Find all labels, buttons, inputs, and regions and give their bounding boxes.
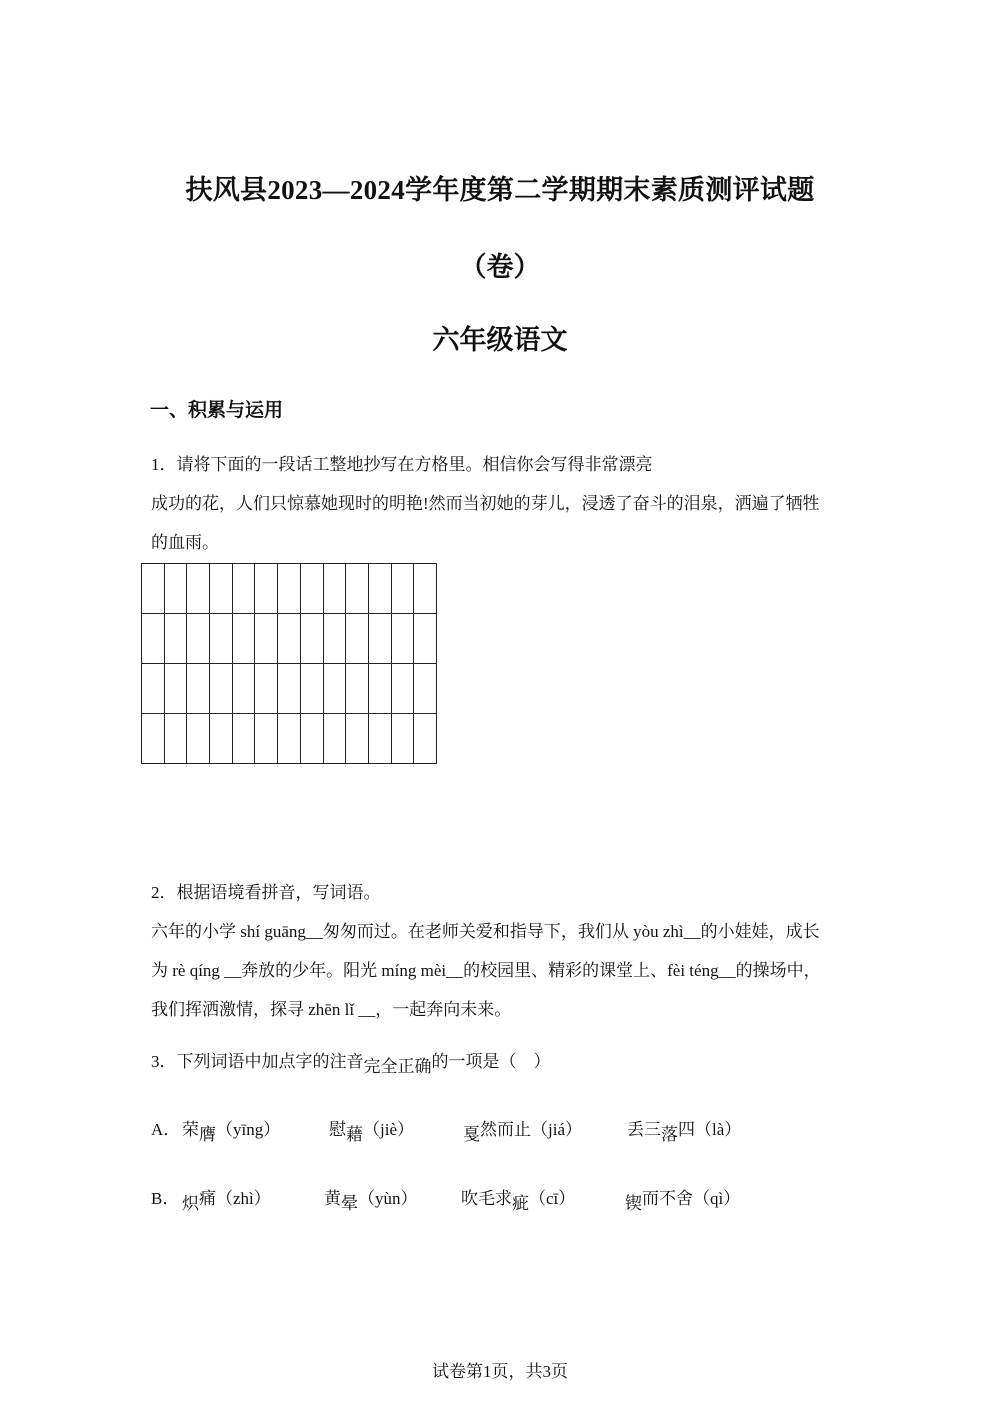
dotted-char: 膺 [199, 1125, 216, 1144]
grid-cell[interactable] [392, 664, 415, 714]
exam-title: 扶风县2023—2024学年度第二学期期末素质测评试题 [185, 175, 815, 205]
pinyin: （là） [695, 1120, 742, 1139]
q3-option-a-label[interactable]: A． [151, 1120, 181, 1139]
grid-cell[interactable] [210, 664, 233, 714]
grid-cell[interactable] [392, 564, 415, 614]
q3-option-a-item-3 [463, 1115, 582, 1144]
pinyin: （cī） [529, 1189, 576, 1208]
grid-cell[interactable] [165, 714, 188, 764]
grid-cell[interactable] [414, 714, 437, 764]
pinyin: （qì） [693, 1189, 741, 1208]
grid-cell[interactable] [210, 714, 233, 764]
dotted-char: 疵 [512, 1194, 529, 1213]
q2-prompt: 2．根据语境看拼音，写词语。 [151, 883, 381, 902]
grid-cell[interactable] [414, 614, 437, 664]
grid-cell[interactable] [142, 614, 165, 664]
grid-cell[interactable] [278, 714, 301, 764]
section-heading: 一、积累与运用 [150, 399, 284, 421]
dotted-char: 晕 [341, 1194, 358, 1213]
dotted-char: 炽 [182, 1194, 199, 1213]
writing-grid[interactable] [141, 563, 437, 764]
grid-cell[interactable] [187, 614, 210, 664]
q1-text-line2: 的血雨。 [151, 533, 219, 552]
exam-subject: 六年级语文 [432, 325, 568, 355]
grid-cell[interactable] [187, 664, 210, 714]
grid-cell[interactable] [278, 614, 301, 664]
grid-cell[interactable] [233, 714, 256, 764]
grid-cell[interactable] [324, 664, 347, 714]
dotted-char: 戛 [463, 1125, 480, 1144]
grid-cell[interactable] [346, 664, 369, 714]
q3-prompt [151, 1047, 551, 1076]
word-part: 慰 [329, 1120, 346, 1139]
q3-option-b-item-3 [461, 1184, 576, 1213]
grid-cell[interactable] [142, 664, 165, 714]
grid-cell[interactable] [210, 564, 233, 614]
grid-cell[interactable] [301, 614, 324, 664]
grid-cell[interactable] [301, 714, 324, 764]
q3-prompt-post: 的一项是（ ） [431, 1052, 551, 1071]
q3-option-b-item-4 [625, 1184, 741, 1213]
q3-option-a-item-2 [329, 1115, 414, 1144]
q3-option-a-item-4 [627, 1115, 742, 1144]
grid-cell[interactable] [346, 714, 369, 764]
word-part: 痛 [199, 1189, 216, 1208]
grid-cell[interactable] [414, 564, 437, 614]
q2-line2: 为 rè qíng __奔放的少年。阳光 míng mèi__的校园里、精彩的课堂上、fèi téng__的操场中， [151, 961, 821, 980]
q3-option-b-label[interactable]: B． [151, 1189, 180, 1208]
pinyin: （jiá） [531, 1120, 582, 1139]
word-part: 黄 [324, 1189, 341, 1208]
grid-cell[interactable] [233, 564, 256, 614]
grid-cell[interactable] [369, 564, 392, 614]
grid-cell[interactable] [369, 664, 392, 714]
q2-line1: 六年的小学 shí guāng__匆匆而过。在老师关爱和指导下，我们从 yòu zhì__的小娃娃，成长 [151, 922, 820, 941]
grid-cell[interactable] [301, 664, 324, 714]
dotted-char: 落 [661, 1125, 678, 1144]
grid-cell[interactable] [324, 614, 347, 664]
grid-cell[interactable] [142, 564, 165, 614]
grid-cell[interactable] [369, 614, 392, 664]
grid-cell[interactable] [414, 664, 437, 714]
grid-cell[interactable] [255, 714, 278, 764]
grid-cell[interactable] [324, 714, 347, 764]
dotted-char: 锲 [625, 1194, 642, 1213]
grid-cell[interactable] [392, 714, 415, 764]
q3-option-b-item-1 [182, 1184, 271, 1213]
grid-cell[interactable] [369, 714, 392, 764]
grid-cell[interactable] [165, 564, 188, 614]
grid-cell[interactable] [165, 614, 188, 664]
grid-cell[interactable] [233, 664, 256, 714]
word-part: 荣 [182, 1120, 199, 1139]
page-footer: 试卷第1页，共3页 [432, 1362, 568, 1381]
grid-cell[interactable] [392, 614, 415, 664]
pinyin: （yīng） [216, 1120, 281, 1139]
pinyin: （jiè） [363, 1120, 414, 1139]
grid-cell[interactable] [142, 714, 165, 764]
grid-cell[interactable] [210, 614, 233, 664]
q1-text-line1: 成功的花，人们只惊慕她现时的明艳!然而当初她的芽儿，浸透了奋斗的泪泉，洒遍了牺牲 [151, 494, 820, 513]
q3-prompt-pre: 3．下列词语中加点字的注音 [151, 1052, 364, 1071]
grid-cell[interactable] [278, 664, 301, 714]
exam-title-volume: （卷） [459, 252, 541, 282]
word-part: 丢三 [627, 1120, 661, 1139]
grid-cell[interactable] [324, 564, 347, 614]
word-part: 吹毛求 [461, 1189, 512, 1208]
grid-cell[interactable] [346, 564, 369, 614]
grid-cell[interactable] [187, 564, 210, 614]
word-part: 然而止 [480, 1120, 531, 1139]
word-part: 而不舍 [642, 1189, 693, 1208]
grid-cell[interactable] [187, 714, 210, 764]
grid-cell[interactable] [346, 614, 369, 664]
word-part: 四 [678, 1120, 695, 1139]
q2-line3: 我们挥洒激情，探寻 zhēn lǐ __，一起奔向未来。 [151, 1000, 512, 1019]
q3-option-b-item-2 [324, 1184, 418, 1213]
dotted-char: 藉 [346, 1125, 363, 1144]
q3-option-a-item-1 [182, 1115, 281, 1144]
grid-cell[interactable] [255, 564, 278, 614]
grid-cell[interactable] [301, 564, 324, 614]
q3-prompt-emphasis: 完全正确 [363, 1057, 432, 1076]
pinyin: （yùn） [358, 1189, 418, 1208]
grid-cell[interactable] [165, 664, 188, 714]
q1-prompt: 1．请将下面的一段话工整地抄写在方格里。相信你会写得非常漂亮 [151, 455, 653, 474]
grid-cell[interactable] [278, 564, 301, 614]
pinyin: （zhì） [216, 1189, 271, 1208]
grid-cell[interactable] [255, 614, 278, 664]
grid-cell[interactable] [255, 664, 278, 714]
grid-cell[interactable] [233, 614, 256, 664]
